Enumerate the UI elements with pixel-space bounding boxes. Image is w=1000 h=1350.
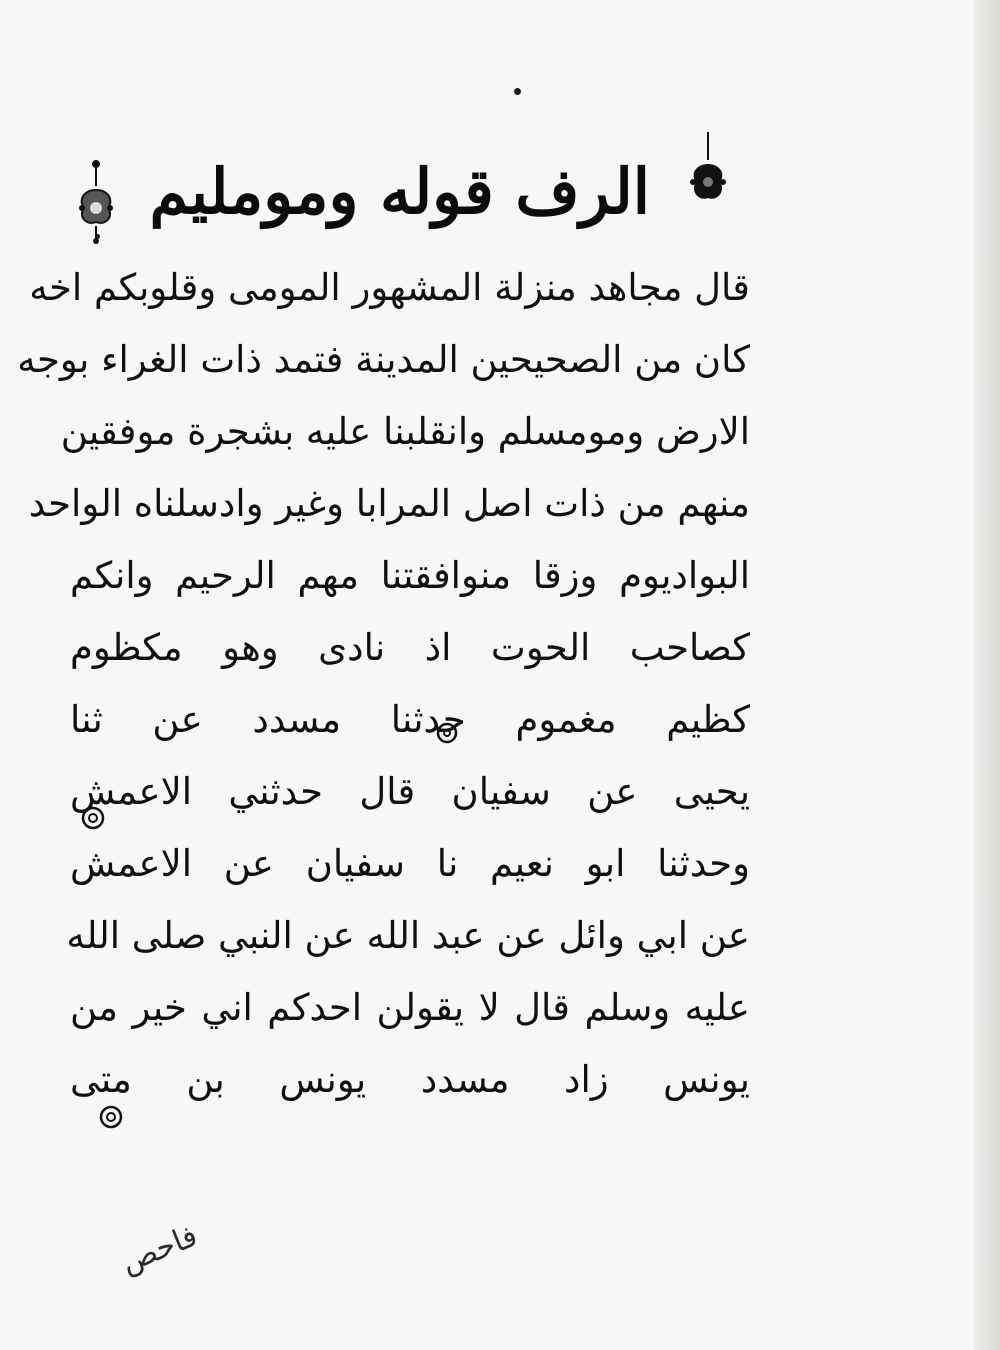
section-divider-mark	[80, 805, 106, 831]
chapter-heading: الرف قوله ومومليم	[149, 155, 650, 228]
text-line: يحيى عن سفيان قال حدثني الاعمش	[70, 770, 750, 813]
page-edge-shadow	[974, 0, 1000, 1350]
text-line: قال مجاهد منزلة المشهور المومى وقلوبكم اخه	[29, 266, 750, 309]
text-line: منهم من ذات اصل المرابا وغير وادسلناه الواحد	[28, 482, 750, 525]
text-line: عن ابي وائل عن عبد الله عن النبي صلى الله	[66, 914, 750, 957]
text-line: يونس زاد مسدد يونس بن متى	[70, 1058, 750, 1101]
section-divider-mark	[434, 720, 460, 746]
manuscript-body	[17, 252, 750, 1116]
text-line: الارض ومومسلم وانقلبنا عليه بشجرة موفقين	[60, 410, 750, 453]
margin-annotation: فاحص	[116, 1218, 203, 1281]
right-heading-ornament	[686, 130, 730, 220]
text-line: كصاحب الحوت اذ نادى وهو مكظوم	[70, 626, 750, 669]
text-line: كظيم مغموم حدثنا مسدد عن ثنا	[70, 698, 750, 741]
text-line: كان من الصحيحين المدينة فتمد ذات الغراء بوجه	[17, 338, 750, 381]
ink-speck	[514, 88, 521, 95]
text-line: وحدثنا ابو نعيم نا سفيان عن الاعمش	[70, 842, 750, 885]
section-divider-mark	[98, 1104, 124, 1130]
text-line: عليه وسلم قال لا يقولن احدكم اني خير من	[70, 986, 750, 1029]
left-heading-ornament	[74, 156, 118, 246]
text-line: البواديوم وزقا منوافقتنا مهم الرحيم وانكم	[70, 554, 750, 597]
